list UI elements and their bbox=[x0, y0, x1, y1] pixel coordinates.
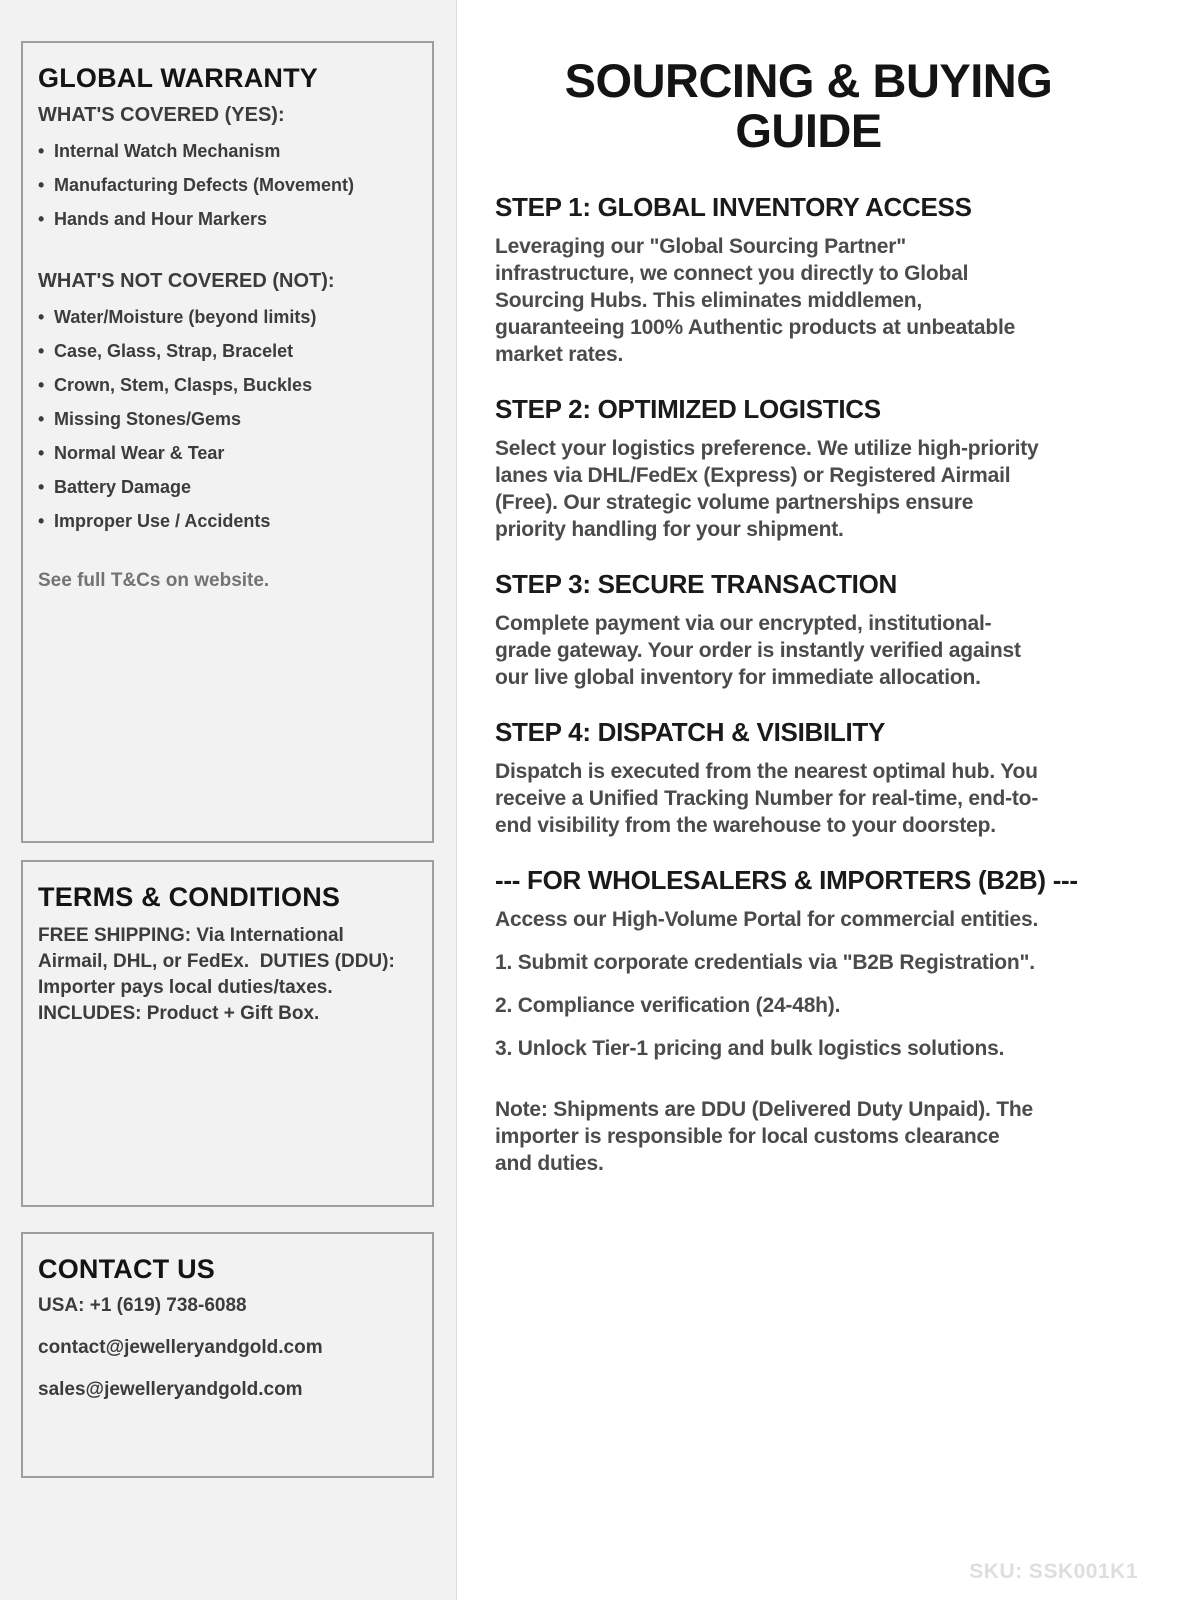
list-item: • Case, Glass, Strap, Bracelet bbox=[38, 341, 416, 362]
warranty-title: GLOBAL WARRANTY bbox=[38, 63, 318, 93]
terms-title: TERMS & CONDITIONS bbox=[38, 882, 341, 912]
list-item: • Manufacturing Defects (Movement) bbox=[38, 175, 416, 196]
step-2-heading: STEP 2: OPTIMIZED LOGISTICS bbox=[495, 394, 881, 424]
b2b-note: Note: Shipments are DDU (Delivered Duty Unpaid). The importer is responsible for local customs clearance and duties. bbox=[495, 1098, 1034, 1175]
step-4-heading: STEP 4: DISPATCH & VISIBILITY bbox=[495, 717, 886, 747]
main-content bbox=[458, 0, 1200, 1600]
step-1-heading: STEP 1: GLOBAL INVENTORY ACCESS bbox=[495, 192, 972, 222]
contact-phone: USA: +1 (619) 738-6088 bbox=[38, 1295, 247, 1316]
step-2-body: Select your logistics preference. We utilize high-priority lanes via DHL/FedEx (Express) or Registered Airmail (Free). Our strategic volume partnerships ensure priority handling for your shipment. bbox=[495, 437, 1039, 541]
terms-panel bbox=[21, 860, 434, 1207]
not-covered-list bbox=[38, 307, 416, 532]
list-item: • Normal Wear & Tear bbox=[38, 443, 416, 464]
b2b-step-3: 3. Unlock Tier-1 pricing and bulk logistics solutions. bbox=[495, 1037, 1005, 1060]
b2b-intro: Access our High-Volume Portal for commercial entities. bbox=[495, 908, 1039, 931]
list-item: • Crown, Stem, Clasps, Buckles bbox=[38, 375, 416, 396]
b2b-step-1: 1. Submit corporate credentials via "B2B Registration". bbox=[495, 951, 1035, 974]
list-item: • Missing Stones/Gems bbox=[38, 409, 416, 430]
contact-title: CONTACT US bbox=[38, 1254, 215, 1284]
step-3-heading: STEP 3: SECURE TRANSACTION bbox=[495, 569, 897, 599]
b2b-heading: --- FOR WHOLESALERS & IMPORTERS (B2B) --- bbox=[495, 865, 1078, 895]
terms-body: FREE SHIPPING: Via International Airmail, DHL, or FedEx. DUTIES (DDU): Importer pays local duties/taxes. INCLUDES: Product + Gift Box. bbox=[38, 925, 401, 1024]
contact-email: contact@jewelleryandgold.com bbox=[38, 1337, 323, 1358]
step-1-body: Leveraging our "Global Sourcing Partner" infrastructure, we connect you directly to Global Sourcing Hubs. This eliminates middlemen, guaranteeing 100% Authentic products at unbeatable market rates. bbox=[495, 235, 1016, 366]
list-item: • Improper Use / Accidents bbox=[38, 511, 416, 532]
page-title: SOURCING & BUYING GUIDE bbox=[564, 54, 1053, 157]
step-4-body: Dispatch is executed from the nearest optimal hub. You receive a Unified Tracking Number for real-time, end-to-end visibility from the warehouse to your doorstep. bbox=[495, 760, 1039, 837]
covered-heading: WHAT'S COVERED (YES): bbox=[38, 104, 285, 126]
list-item: • Battery Damage bbox=[38, 477, 416, 498]
steps-content bbox=[495, 192, 1122, 1177]
sku-label: SKU: SSK001K1 bbox=[969, 1560, 1138, 1583]
b2b-step-2: 2. Compliance verification (24-48h). bbox=[495, 994, 841, 1017]
step-3-body: Complete payment via our encrypted, institutional-grade gateway. Your order is instantly verified against our live global inventory for immediate allocation. bbox=[495, 612, 1021, 689]
list-item: • Internal Watch Mechanism bbox=[38, 141, 416, 162]
contact-panel bbox=[21, 1232, 434, 1478]
sales-email: sales@jewelleryandgold.com bbox=[38, 1379, 303, 1400]
warranty-footnote: See full T&Cs on website. bbox=[38, 570, 270, 591]
list-item: • Water/Moisture (beyond limits) bbox=[38, 307, 416, 328]
global-warranty-panel bbox=[21, 41, 434, 843]
sidebar bbox=[0, 0, 457, 1600]
covered-list bbox=[38, 141, 416, 230]
not-covered-heading: WHAT'S NOT COVERED (NOT): bbox=[38, 270, 335, 292]
list-item: • Hands and Hour Markers bbox=[38, 209, 416, 230]
